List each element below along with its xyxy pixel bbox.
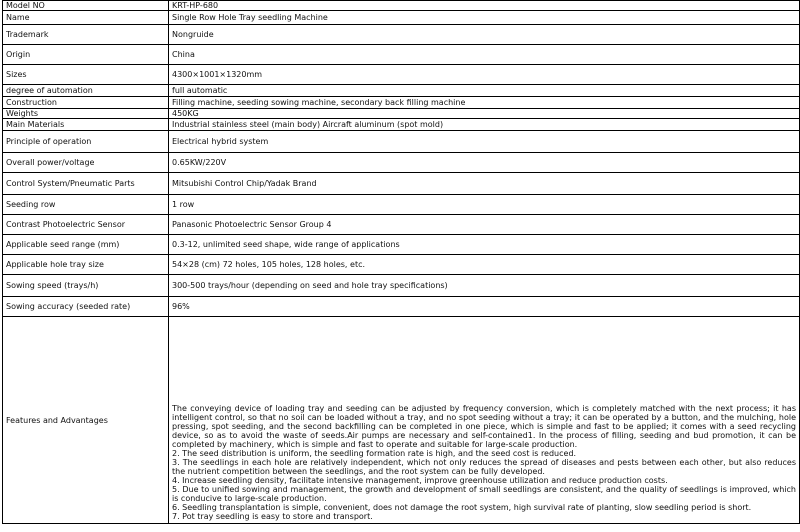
spec-label: Origin bbox=[3, 45, 169, 65]
spec-value: Single Row Hole Tray seedling Machine bbox=[169, 11, 800, 25]
features-text bbox=[169, 317, 800, 524]
spec-value: 4300×1001×1320mm bbox=[169, 65, 800, 85]
spec-row bbox=[3, 85, 800, 97]
spec-label: Main Materials bbox=[3, 119, 169, 131]
feature-paragraph: 5. Due to unified sowing and management, the growth and development of small seedlings are consistent, and the quality of seedlings is improved, which is conducive to large-scale production. bbox=[172, 485, 796, 503]
spec-row bbox=[3, 297, 800, 317]
features-row bbox=[3, 317, 800, 524]
feature-paragraph: 7. Pot tray seedling is easy to store and transport. bbox=[172, 512, 373, 521]
spec-row bbox=[3, 153, 800, 173]
spec-row bbox=[3, 1, 800, 11]
spec-value: 300-500 trays/hour (depending on seed and hole tray specifications) bbox=[169, 275, 800, 297]
spec-value: Panasonic Photoelectric Sensor Group 4 bbox=[169, 215, 800, 235]
spec-value: Filling machine, seeding sowing machine, secondary back filling machine bbox=[169, 97, 800, 109]
spec-value: 450KG bbox=[169, 109, 800, 119]
spec-label: Control System/Pneumatic Parts bbox=[3, 173, 169, 195]
spec-value: KRT-HP-680 bbox=[169, 1, 800, 11]
spec-row bbox=[3, 255, 800, 275]
spec-value: 96% bbox=[169, 297, 800, 317]
feature-paragraph: 2. The seed distribution is uniform, the seedling formation rate is high, and the seed cost is reduced. bbox=[172, 449, 577, 458]
spec-value: Nongruide bbox=[169, 25, 800, 45]
spec-label: Sizes bbox=[3, 65, 169, 85]
spec-label: Sowing speed (trays/h) bbox=[3, 275, 169, 297]
spec-label: Seeding row bbox=[3, 195, 169, 215]
spec-label: Trademark bbox=[3, 25, 169, 45]
spec-row bbox=[3, 97, 800, 109]
spec-row bbox=[3, 235, 800, 255]
spec-row bbox=[3, 195, 800, 215]
spec-value: Electrical hybrid system bbox=[169, 131, 800, 153]
spec-row bbox=[3, 119, 800, 131]
spec-value: 1 row bbox=[169, 195, 800, 215]
spec-label: Applicable hole tray size bbox=[3, 255, 169, 275]
spec-table-body bbox=[3, 1, 800, 524]
spec-row bbox=[3, 173, 800, 195]
spec-value: 0.65KW/220V bbox=[169, 153, 800, 173]
spec-value: Industrial stainless steel (main body) Aircraft aluminum (spot mold) bbox=[169, 119, 800, 131]
spec-label: Construction bbox=[3, 97, 169, 109]
spec-row bbox=[3, 25, 800, 45]
spec-row bbox=[3, 215, 800, 235]
spec-label: Weights bbox=[3, 109, 169, 119]
spec-label: Model NO bbox=[3, 1, 169, 11]
spec-row bbox=[3, 275, 800, 297]
spec-value: China bbox=[169, 45, 800, 65]
spec-table bbox=[2, 0, 800, 524]
features-label: Features and Advantages bbox=[3, 317, 169, 524]
spec-value: 0.3-12, unlimited seed shape, wide range of applications bbox=[169, 235, 800, 255]
spec-label: Overall power/voltage bbox=[3, 153, 169, 173]
feature-paragraph: 6. Seedling transplantation is simple, convenient, does not damage the root system, high survival rate of planting, slow seedling period is short. bbox=[172, 503, 752, 512]
spec-row bbox=[3, 11, 800, 25]
spec-row bbox=[3, 45, 800, 65]
spec-label: Sowing accuracy (seeded rate) bbox=[3, 297, 169, 317]
spec-row bbox=[3, 109, 800, 119]
spec-label: Contrast Photoelectric Sensor bbox=[3, 215, 169, 235]
feature-paragraph: The conveying device of loading tray and seeding can be adjusted by frequency conversion, which is completely matched with the next process; it has intelligent control, so that no soil can be loaded without a tray, and no spot seeding without a tray; it can be operated by a button, and the mulching, hole pressing, spot seeding, and the second backfilling can be completed in one piece, which is simple and fast to be applied; it comes with a seed recycling device, so as to avoid the waste of seeds.Air pumps are necessary and self-contained1. In the process of filling, seeding and bud promotion, it can be completed by machinery, which is simple and fast to operate and suitable for large-scale production. bbox=[172, 404, 796, 449]
spec-value: 54×28 (cm) 72 holes, 105 holes, 128 holes, etc. bbox=[169, 255, 800, 275]
feature-paragraph: 4. Increase seedling density, facilitate intensive management, improve greenhouse utilization and reduce production costs. bbox=[172, 476, 668, 485]
spec-label: Applicable seed range (mm) bbox=[3, 235, 169, 255]
spec-label: Principle of operation bbox=[3, 131, 169, 153]
spec-value: full automatic bbox=[169, 85, 800, 97]
spec-value: Mitsubishi Control Chip/Yadak Brand bbox=[169, 173, 800, 195]
spec-label: Name bbox=[3, 11, 169, 25]
spec-label: degree of automation bbox=[3, 85, 169, 97]
spec-row bbox=[3, 131, 800, 153]
spec-row bbox=[3, 65, 800, 85]
feature-paragraph: 3. The seedlings in each hole are relatively independent, which not only reduces the spread of diseases and pests between each other, but also reduces the nutrient competition between the seedlings, and the root system can be fully developed. bbox=[172, 458, 796, 476]
